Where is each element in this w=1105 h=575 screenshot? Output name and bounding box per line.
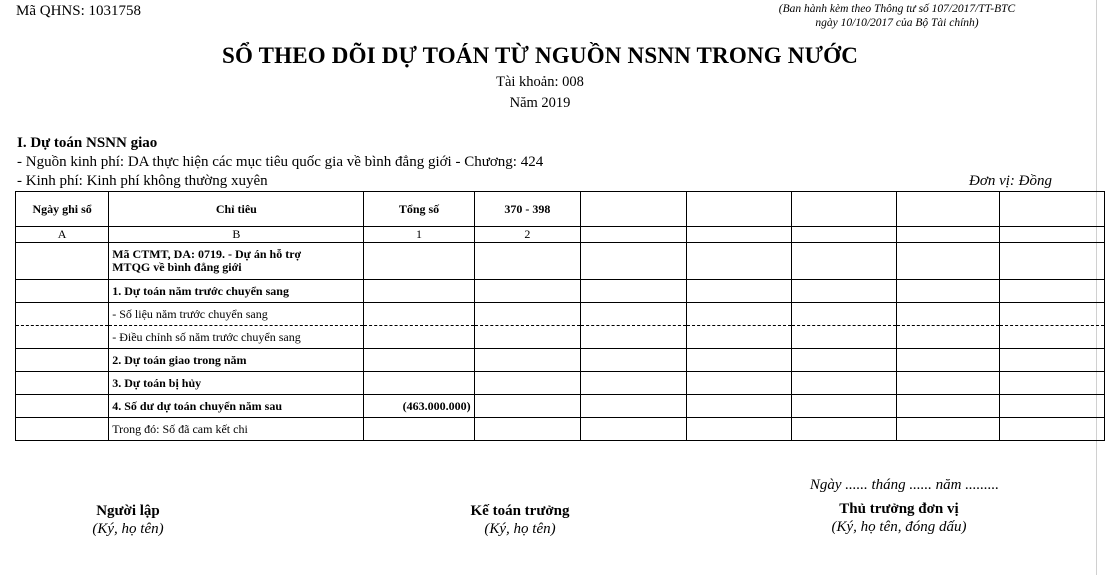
value-cell (474, 303, 580, 326)
index-cell (897, 227, 999, 243)
empty-cell (897, 303, 999, 326)
issued-line-1: (Ban hành kèm theo Thông tư số 107/2017/TT-BTC (778, 3, 1016, 15)
header-code-range: 370 - 398 (474, 192, 580, 227)
header-total: Tổng số (364, 192, 474, 227)
table-row (16, 349, 1105, 372)
chief-accountant-note: (Ký, họ tên) (484, 521, 556, 537)
item-cell: 3. Dự toán bị hủy (109, 372, 364, 395)
table-row (16, 418, 1105, 441)
empty-cell (897, 418, 999, 441)
issued-note (747, 2, 1047, 30)
table-row (16, 326, 1105, 349)
empty-cell (897, 372, 999, 395)
index-cell: 2 (474, 227, 580, 243)
empty-cell (897, 243, 999, 280)
signature-date-line: Ngày ...... tháng ...... năm ......... (809, 477, 999, 493)
empty-cell (999, 243, 1104, 280)
date-cell (16, 243, 109, 280)
empty-cell (792, 243, 897, 280)
empty-cell (999, 372, 1104, 395)
date-cell (16, 303, 109, 326)
empty-cell (792, 280, 897, 303)
item-cell: - Điều chỉnh số năm trước chuyển sang (109, 326, 364, 349)
year-line: Năm 2019 (509, 95, 571, 111)
total-cell (364, 280, 474, 303)
table-row (16, 303, 1105, 326)
value-cell (474, 280, 580, 303)
value-cell (474, 349, 580, 372)
empty-cell (581, 372, 687, 395)
empty-cell (999, 418, 1104, 441)
empty-cell (792, 349, 897, 372)
table-row (16, 395, 1105, 418)
index-cell: B (109, 227, 364, 243)
empty-cell (581, 395, 687, 418)
header-empty (581, 192, 687, 227)
total-cell (364, 326, 474, 349)
empty-cell (687, 349, 792, 372)
preparer-note: (Ký, họ tên) (92, 521, 164, 537)
empty-cell (792, 395, 897, 418)
empty-cell (581, 349, 687, 372)
issued-line-2: ngày 10/10/2017 của Bộ Tài chính) (815, 17, 979, 29)
value-cell (474, 418, 580, 441)
empty-cell (687, 395, 792, 418)
empty-cell (687, 303, 792, 326)
value-cell (474, 326, 580, 349)
header-item: Chỉ tiêu (109, 192, 364, 227)
item-cell: Trong đó: Số đã cam kết chi (109, 418, 364, 441)
empty-cell (897, 349, 999, 372)
total-cell (364, 303, 474, 326)
table-header-row (16, 192, 1105, 227)
value-cell (474, 395, 580, 418)
empty-cell (687, 243, 792, 280)
total-cell (364, 243, 474, 280)
chief-accountant-title: Kế toán trưởng (470, 503, 570, 519)
total-cell (364, 349, 474, 372)
empty-cell (897, 280, 999, 303)
empty-cell (792, 326, 897, 349)
program-code-line-2: MTQG về bình đẳng giới (112, 260, 242, 274)
preparer-title: Người lập (96, 503, 160, 519)
total-cell (364, 372, 474, 395)
date-cell (16, 280, 109, 303)
date-cell (16, 372, 109, 395)
index-row (16, 227, 1105, 243)
item-cell: 4. Số dư dự toán chuyển năm sau (109, 395, 364, 418)
empty-cell (792, 418, 897, 441)
total-cell (364, 418, 474, 441)
header-empty (687, 192, 792, 227)
date-cell (16, 349, 109, 372)
empty-cell (897, 395, 999, 418)
empty-cell (999, 303, 1104, 326)
account-line: Tài khoản: 008 (496, 74, 584, 90)
unit-code: Mã QHNS: 1031758 (16, 3, 142, 19)
empty-cell (687, 372, 792, 395)
head-title: Thủ trưởng đơn vị (839, 501, 959, 517)
head-note: (Ký, họ tên, đóng dấu) (831, 519, 967, 535)
index-cell: A (16, 227, 109, 243)
item-cell: - Số liệu năm trước chuyển sang (109, 303, 364, 326)
empty-cell (581, 418, 687, 441)
funding-type: - Kinh phí: Kinh phí không thường xuyên (17, 173, 268, 189)
budget-table (15, 191, 1105, 441)
empty-cell (999, 326, 1104, 349)
empty-cell (792, 372, 897, 395)
funding-source: - Nguồn kinh phí: DA thực hiện các mục tiêu quốc gia về bình đẳng giới - Chương: 424 (17, 154, 544, 170)
empty-cell (792, 303, 897, 326)
empty-cell (687, 326, 792, 349)
empty-cell (687, 280, 792, 303)
header-empty (792, 192, 897, 227)
program-code-line-1: Mã CTMT, DA: 0719. - Dự án hỗ trợ (112, 247, 302, 261)
section-heading: I. Dự toán NSNN giao (17, 135, 158, 151)
value-cell (474, 372, 580, 395)
currency-unit: Đơn vị: Đồng (969, 173, 1052, 189)
empty-cell (581, 280, 687, 303)
empty-cell (999, 395, 1104, 418)
date-cell (16, 326, 109, 349)
value-cell (474, 243, 580, 280)
index-cell (581, 227, 687, 243)
index-cell: 1 (364, 227, 474, 243)
header-date: Ngày ghi sổ (16, 192, 109, 227)
header-empty (897, 192, 999, 227)
empty-cell (897, 326, 999, 349)
empty-cell (581, 243, 687, 280)
document-title: SỔ THEO DÕI DỰ TOÁN TỪ NGUỒN NSNN TRONG NƯỚC (221, 43, 859, 68)
empty-cell (999, 349, 1104, 372)
table-row (16, 372, 1105, 395)
empty-cell (581, 303, 687, 326)
table-row (16, 243, 1105, 280)
table-row (16, 280, 1105, 303)
total-cell: (463.000.000) (364, 395, 474, 418)
header-empty (999, 192, 1104, 227)
index-cell (999, 227, 1104, 243)
date-cell (16, 395, 109, 418)
empty-cell (999, 280, 1104, 303)
index-cell (792, 227, 897, 243)
item-cell (109, 243, 364, 280)
empty-cell (581, 326, 687, 349)
index-cell (687, 227, 792, 243)
date-cell (16, 418, 109, 441)
item-cell: 2. Dự toán giao trong năm (109, 349, 364, 372)
item-cell: 1. Dự toán năm trước chuyển sang (109, 280, 364, 303)
empty-cell (687, 418, 792, 441)
